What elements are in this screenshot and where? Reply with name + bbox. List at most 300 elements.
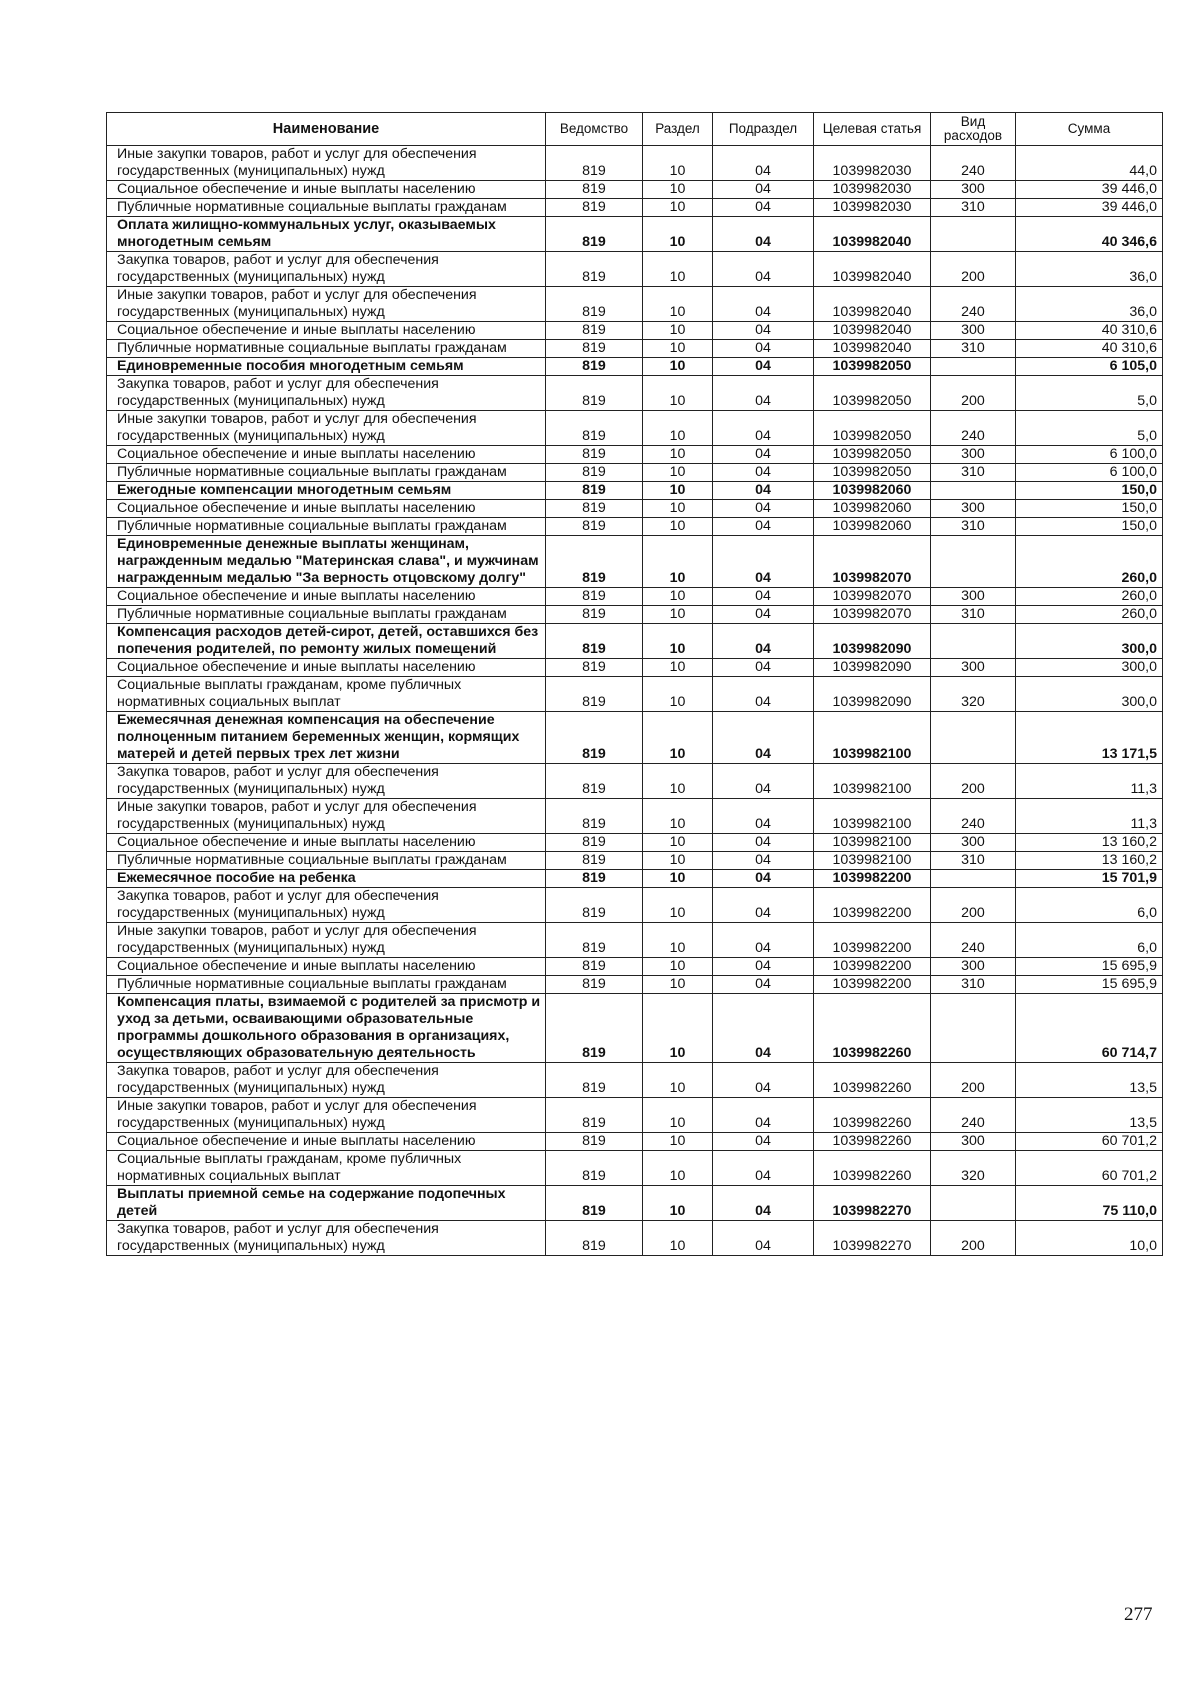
cell-vedomstvo: 819 bbox=[546, 923, 643, 958]
cell-razdel: 10 bbox=[643, 1063, 713, 1098]
cell-razdel: 10 bbox=[643, 1186, 713, 1221]
cell-name: Иные закупки товаров, работ и услуг для обеспечения государственных (муниципальных) нужд bbox=[107, 411, 546, 446]
cell-vid: 300 bbox=[931, 446, 1016, 464]
cell-podrazdel: 04 bbox=[713, 252, 814, 287]
cell-summa: 60 701,2 bbox=[1016, 1133, 1163, 1151]
cell-name: Социальное обеспечение и иные выплаты населению bbox=[107, 322, 546, 340]
cell-summa: 13,5 bbox=[1016, 1098, 1163, 1133]
cell-vedomstvo: 819 bbox=[546, 764, 643, 799]
cell-summa: 39 446,0 bbox=[1016, 181, 1163, 199]
cell-razdel: 10 bbox=[643, 252, 713, 287]
cell-vid: 200 bbox=[931, 764, 1016, 799]
header-razdel: Раздел bbox=[643, 113, 713, 146]
cell-razdel: 10 bbox=[643, 606, 713, 624]
cell-name: Социальные выплаты гражданам, кроме публичных нормативных социальных выплат bbox=[107, 677, 546, 712]
cell-vid: 310 bbox=[931, 518, 1016, 536]
cell-name: Закупка товаров, работ и услуг для обеспечения государственных (муниципальных) нужд bbox=[107, 376, 546, 411]
cell-vedomstvo: 819 bbox=[546, 606, 643, 624]
cell-vedomstvo: 819 bbox=[546, 1151, 643, 1186]
cell-razdel: 10 bbox=[643, 677, 713, 712]
cell-name: Социальное обеспечение и иные выплаты населению bbox=[107, 1133, 546, 1151]
cell-statya: 1039982040 bbox=[814, 252, 931, 287]
cell-name: Ежемесячная денежная компенсация на обеспечение полноценным питанием беременных женщин, кормящих матерей и детей первых трех лет жизни bbox=[107, 712, 546, 764]
cell-podrazdel: 04 bbox=[713, 712, 814, 764]
cell-vid bbox=[931, 712, 1016, 764]
table-row-section bbox=[107, 217, 1163, 252]
cell-vid: 310 bbox=[931, 976, 1016, 994]
cell-razdel: 10 bbox=[643, 146, 713, 181]
cell-vedomstvo: 819 bbox=[546, 888, 643, 923]
cell-summa: 40 346,6 bbox=[1016, 217, 1163, 252]
cell-vid bbox=[931, 870, 1016, 888]
table-row bbox=[107, 518, 1163, 536]
cell-podrazdel: 04 bbox=[713, 358, 814, 376]
cell-razdel: 10 bbox=[643, 536, 713, 588]
cell-vid: 300 bbox=[931, 958, 1016, 976]
cell-name: Иные закупки товаров, работ и услуг для обеспечения государственных (муниципальных) нужд bbox=[107, 1098, 546, 1133]
header-vid: Вид расходов bbox=[931, 113, 1016, 146]
cell-summa: 6,0 bbox=[1016, 923, 1163, 958]
table-row bbox=[107, 888, 1163, 923]
cell-name: Ежемесячное пособие на ребенка bbox=[107, 870, 546, 888]
cell-vedomstvo: 819 bbox=[546, 870, 643, 888]
page-number: 277 bbox=[1124, 1604, 1153, 1625]
cell-razdel: 10 bbox=[643, 217, 713, 252]
cell-vid: 240 bbox=[931, 1098, 1016, 1133]
cell-statya: 1039982060 bbox=[814, 518, 931, 536]
cell-statya: 1039982100 bbox=[814, 852, 931, 870]
cell-razdel: 10 bbox=[643, 994, 713, 1063]
cell-podrazdel: 04 bbox=[713, 181, 814, 199]
cell-vedomstvo: 819 bbox=[546, 1186, 643, 1221]
table-row bbox=[107, 606, 1163, 624]
cell-name: Публичные нормативные социальные выплаты гражданам bbox=[107, 976, 546, 994]
cell-statya: 1039982070 bbox=[814, 536, 931, 588]
cell-vedomstvo: 819 bbox=[546, 252, 643, 287]
table-row bbox=[107, 799, 1163, 834]
cell-vedomstvo: 819 bbox=[546, 482, 643, 500]
cell-razdel: 10 bbox=[643, 923, 713, 958]
table-header-row bbox=[107, 113, 1163, 146]
table-row bbox=[107, 287, 1163, 322]
cell-statya: 1039982030 bbox=[814, 146, 931, 181]
cell-summa: 75 110,0 bbox=[1016, 1186, 1163, 1221]
cell-podrazdel: 04 bbox=[713, 411, 814, 446]
cell-podrazdel: 04 bbox=[713, 923, 814, 958]
cell-name: Социальное обеспечение и иные выплаты населению bbox=[107, 834, 546, 852]
cell-name: Социальное обеспечение и иные выплаты населению bbox=[107, 181, 546, 199]
cell-summa: 300,0 bbox=[1016, 677, 1163, 712]
cell-name: Социальное обеспечение и иные выплаты населению bbox=[107, 588, 546, 606]
cell-podrazdel: 04 bbox=[713, 588, 814, 606]
cell-name: Социальное обеспечение и иные выплаты населению bbox=[107, 958, 546, 976]
cell-name: Социальное обеспечение и иные выплаты населению bbox=[107, 659, 546, 677]
cell-podrazdel: 04 bbox=[713, 1098, 814, 1133]
cell-summa: 13,5 bbox=[1016, 1063, 1163, 1098]
cell-summa: 5,0 bbox=[1016, 376, 1163, 411]
cell-podrazdel: 04 bbox=[713, 677, 814, 712]
header-name: Наименование bbox=[107, 113, 546, 146]
cell-podrazdel: 04 bbox=[713, 146, 814, 181]
cell-summa: 11,3 bbox=[1016, 764, 1163, 799]
cell-statya: 1039982200 bbox=[814, 923, 931, 958]
cell-summa: 300,0 bbox=[1016, 659, 1163, 677]
cell-podrazdel: 04 bbox=[713, 870, 814, 888]
cell-summa: 260,0 bbox=[1016, 536, 1163, 588]
cell-vedomstvo: 819 bbox=[546, 659, 643, 677]
cell-vedomstvo: 819 bbox=[546, 976, 643, 994]
cell-statya: 1039982030 bbox=[814, 181, 931, 199]
cell-vid: 300 bbox=[931, 588, 1016, 606]
cell-statya: 1039982200 bbox=[814, 888, 931, 923]
table-body bbox=[107, 146, 1163, 1256]
table-row bbox=[107, 446, 1163, 464]
table-row bbox=[107, 252, 1163, 287]
cell-vedomstvo: 819 bbox=[546, 464, 643, 482]
cell-summa: 6 105,0 bbox=[1016, 358, 1163, 376]
cell-statya: 1039982050 bbox=[814, 464, 931, 482]
cell-vedomstvo: 819 bbox=[546, 1221, 643, 1256]
cell-summa: 11,3 bbox=[1016, 799, 1163, 834]
cell-statya: 1039982060 bbox=[814, 482, 931, 500]
cell-razdel: 10 bbox=[643, 199, 713, 217]
cell-vedomstvo: 819 bbox=[546, 500, 643, 518]
cell-vedomstvo: 819 bbox=[546, 799, 643, 834]
cell-razdel: 10 bbox=[643, 411, 713, 446]
cell-podrazdel: 04 bbox=[713, 1186, 814, 1221]
cell-statya: 1039982050 bbox=[814, 376, 931, 411]
cell-name: Публичные нормативные социальные выплаты гражданам bbox=[107, 340, 546, 358]
table-row bbox=[107, 588, 1163, 606]
cell-summa: 15 701,9 bbox=[1016, 870, 1163, 888]
cell-summa: 60 701,2 bbox=[1016, 1151, 1163, 1186]
cell-vid bbox=[931, 1186, 1016, 1221]
cell-podrazdel: 04 bbox=[713, 958, 814, 976]
cell-vid: 240 bbox=[931, 411, 1016, 446]
cell-summa: 150,0 bbox=[1016, 518, 1163, 536]
cell-vid: 200 bbox=[931, 1221, 1016, 1256]
cell-vedomstvo: 819 bbox=[546, 1063, 643, 1098]
cell-summa: 60 714,7 bbox=[1016, 994, 1163, 1063]
cell-podrazdel: 04 bbox=[713, 1133, 814, 1151]
cell-statya: 1039982260 bbox=[814, 1098, 931, 1133]
cell-vedomstvo: 819 bbox=[546, 181, 643, 199]
table-row bbox=[107, 181, 1163, 199]
cell-vid bbox=[931, 482, 1016, 500]
cell-podrazdel: 04 bbox=[713, 799, 814, 834]
cell-vedomstvo: 819 bbox=[546, 1133, 643, 1151]
cell-statya: 1039982050 bbox=[814, 446, 931, 464]
cell-podrazdel: 04 bbox=[713, 464, 814, 482]
cell-summa: 10,0 bbox=[1016, 1221, 1163, 1256]
cell-vedomstvo: 819 bbox=[546, 146, 643, 181]
cell-vedomstvo: 819 bbox=[546, 834, 643, 852]
cell-razdel: 10 bbox=[643, 376, 713, 411]
cell-summa: 300,0 bbox=[1016, 624, 1163, 659]
table-row bbox=[107, 976, 1163, 994]
cell-summa: 44,0 bbox=[1016, 146, 1163, 181]
cell-name: Оплата жилищно-коммунальных услуг, оказываемых многодетным семьям bbox=[107, 217, 546, 252]
table-row-section bbox=[107, 482, 1163, 500]
cell-razdel: 10 bbox=[643, 358, 713, 376]
cell-podrazdel: 04 bbox=[713, 518, 814, 536]
table-row-section bbox=[107, 536, 1163, 588]
cell-statya: 1039982260 bbox=[814, 994, 931, 1063]
cell-statya: 1039982040 bbox=[814, 287, 931, 322]
cell-summa: 260,0 bbox=[1016, 606, 1163, 624]
cell-razdel: 10 bbox=[643, 764, 713, 799]
cell-statya: 1039982200 bbox=[814, 870, 931, 888]
table-row bbox=[107, 322, 1163, 340]
cell-name: Закупка товаров, работ и услуг для обеспечения государственных (муниципальных) нужд bbox=[107, 888, 546, 923]
cell-name: Публичные нормативные социальные выплаты гражданам bbox=[107, 199, 546, 217]
header-vedomstvo: Ведомство bbox=[546, 113, 643, 146]
cell-statya: 1039982090 bbox=[814, 677, 931, 712]
cell-vedomstvo: 819 bbox=[546, 1098, 643, 1133]
cell-vedomstvo: 819 bbox=[546, 199, 643, 217]
cell-vid: 240 bbox=[931, 799, 1016, 834]
cell-vedomstvo: 819 bbox=[546, 712, 643, 764]
cell-name: Иные закупки товаров, работ и услуг для обеспечения государственных (муниципальных) нужд bbox=[107, 146, 546, 181]
cell-summa: 150,0 bbox=[1016, 482, 1163, 500]
cell-vid: 310 bbox=[931, 852, 1016, 870]
cell-statya: 1039982100 bbox=[814, 764, 931, 799]
cell-summa: 40 310,6 bbox=[1016, 340, 1163, 358]
cell-statya: 1039982100 bbox=[814, 712, 931, 764]
cell-razdel: 10 bbox=[643, 446, 713, 464]
table-row bbox=[107, 199, 1163, 217]
cell-razdel: 10 bbox=[643, 322, 713, 340]
cell-vid: 200 bbox=[931, 376, 1016, 411]
table-row bbox=[107, 659, 1163, 677]
cell-name: Социальное обеспечение и иные выплаты населению bbox=[107, 446, 546, 464]
table-row bbox=[107, 146, 1163, 181]
cell-name: Иные закупки товаров, работ и услуг для обеспечения государственных (муниципальных) нужд bbox=[107, 923, 546, 958]
cell-name: Выплаты приемной семье на содержание подопечных детей bbox=[107, 1186, 546, 1221]
cell-statya: 1039982200 bbox=[814, 958, 931, 976]
table-row bbox=[107, 923, 1163, 958]
cell-name: Закупка товаров, работ и услуг для обеспечения государственных (муниципальных) нужд bbox=[107, 1063, 546, 1098]
cell-vid: 300 bbox=[931, 834, 1016, 852]
cell-vedomstvo: 819 bbox=[546, 677, 643, 712]
cell-podrazdel: 04 bbox=[713, 322, 814, 340]
table-row bbox=[107, 1151, 1163, 1186]
cell-summa: 6 100,0 bbox=[1016, 464, 1163, 482]
cell-name: Компенсация платы, взимаемой с родителей за присмотр и уход за детьми, осваивающими образовательные программы дошкольного образования в организациях, осуществляющих образовательную деятельность bbox=[107, 994, 546, 1063]
cell-podrazdel: 04 bbox=[713, 376, 814, 411]
cell-summa: 36,0 bbox=[1016, 287, 1163, 322]
table-row bbox=[107, 1221, 1163, 1256]
cell-name: Публичные нормативные социальные выплаты гражданам bbox=[107, 464, 546, 482]
cell-vedomstvo: 819 bbox=[546, 376, 643, 411]
cell-summa: 150,0 bbox=[1016, 500, 1163, 518]
cell-vid: 200 bbox=[931, 1063, 1016, 1098]
cell-vid: 300 bbox=[931, 181, 1016, 199]
cell-vid: 300 bbox=[931, 500, 1016, 518]
cell-podrazdel: 04 bbox=[713, 199, 814, 217]
cell-vedomstvo: 819 bbox=[546, 322, 643, 340]
table-row bbox=[107, 500, 1163, 518]
cell-vid bbox=[931, 358, 1016, 376]
cell-razdel: 10 bbox=[643, 834, 713, 852]
cell-statya: 1039982090 bbox=[814, 659, 931, 677]
cell-vid: 310 bbox=[931, 606, 1016, 624]
cell-vid bbox=[931, 536, 1016, 588]
cell-vedomstvo: 819 bbox=[546, 358, 643, 376]
cell-summa: 40 310,6 bbox=[1016, 322, 1163, 340]
cell-vid bbox=[931, 624, 1016, 659]
cell-podrazdel: 04 bbox=[713, 217, 814, 252]
cell-podrazdel: 04 bbox=[713, 976, 814, 994]
cell-vid: 200 bbox=[931, 888, 1016, 923]
cell-vedomstvo: 819 bbox=[546, 536, 643, 588]
cell-vid bbox=[931, 217, 1016, 252]
cell-vedomstvo: 819 bbox=[546, 624, 643, 659]
cell-razdel: 10 bbox=[643, 976, 713, 994]
cell-vedomstvo: 819 bbox=[546, 287, 643, 322]
cell-razdel: 10 bbox=[643, 518, 713, 536]
cell-vid: 320 bbox=[931, 677, 1016, 712]
table-row bbox=[107, 1098, 1163, 1133]
cell-statya: 1039982040 bbox=[814, 217, 931, 252]
cell-razdel: 10 bbox=[643, 958, 713, 976]
header-podrazdel: Подраздел bbox=[713, 113, 814, 146]
cell-name: Социальные выплаты гражданам, кроме публичных нормативных социальных выплат bbox=[107, 1151, 546, 1186]
table-row-section bbox=[107, 870, 1163, 888]
cell-name: Социальное обеспечение и иные выплаты населению bbox=[107, 500, 546, 518]
cell-summa: 5,0 bbox=[1016, 411, 1163, 446]
cell-name: Иные закупки товаров, работ и услуг для обеспечения государственных (муниципальных) нужд bbox=[107, 799, 546, 834]
cell-statya: 1039982050 bbox=[814, 358, 931, 376]
budget-table bbox=[106, 112, 1163, 1256]
cell-statya: 1039982260 bbox=[814, 1133, 931, 1151]
table-row bbox=[107, 764, 1163, 799]
cell-name: Закупка товаров, работ и услуг для обеспечения государственных (муниципальных) нужд bbox=[107, 1221, 546, 1256]
cell-summa: 260,0 bbox=[1016, 588, 1163, 606]
cell-statya: 1039982270 bbox=[814, 1186, 931, 1221]
cell-vedomstvo: 819 bbox=[546, 588, 643, 606]
cell-podrazdel: 04 bbox=[713, 659, 814, 677]
cell-vid: 310 bbox=[931, 340, 1016, 358]
table-row-section bbox=[107, 624, 1163, 659]
table-row bbox=[107, 677, 1163, 712]
cell-vedomstvo: 819 bbox=[546, 446, 643, 464]
cell-vid: 300 bbox=[931, 322, 1016, 340]
cell-summa: 13 160,2 bbox=[1016, 852, 1163, 870]
cell-vedomstvo: 819 bbox=[546, 411, 643, 446]
header-statya: Целевая статья bbox=[814, 113, 931, 146]
cell-summa: 13 160,2 bbox=[1016, 834, 1163, 852]
cell-podrazdel: 04 bbox=[713, 287, 814, 322]
cell-razdel: 10 bbox=[643, 888, 713, 923]
cell-razdel: 10 bbox=[643, 1133, 713, 1151]
cell-statya: 1039982260 bbox=[814, 1063, 931, 1098]
cell-razdel: 10 bbox=[643, 712, 713, 764]
cell-vid: 240 bbox=[931, 923, 1016, 958]
cell-summa: 39 446,0 bbox=[1016, 199, 1163, 217]
cell-podrazdel: 04 bbox=[713, 994, 814, 1063]
cell-podrazdel: 04 bbox=[713, 834, 814, 852]
cell-summa: 6,0 bbox=[1016, 888, 1163, 923]
cell-summa: 13 171,5 bbox=[1016, 712, 1163, 764]
cell-podrazdel: 04 bbox=[713, 536, 814, 588]
cell-podrazdel: 04 bbox=[713, 624, 814, 659]
table-row-section bbox=[107, 1186, 1163, 1221]
cell-name: Иные закупки товаров, работ и услуг для обеспечения государственных (муниципальных) нужд bbox=[107, 287, 546, 322]
cell-razdel: 10 bbox=[643, 500, 713, 518]
cell-statya: 1039982050 bbox=[814, 411, 931, 446]
cell-statya: 1039982040 bbox=[814, 340, 931, 358]
cell-name: Единовременные денежные выплаты женщинам, награжденным медалью "Материнская слава", и мужчинам награжденным медалью "За верность отцовскому долгу" bbox=[107, 536, 546, 588]
cell-vid: 310 bbox=[931, 464, 1016, 482]
cell-statya: 1039982200 bbox=[814, 976, 931, 994]
cell-razdel: 10 bbox=[643, 852, 713, 870]
cell-razdel: 10 bbox=[643, 1098, 713, 1133]
cell-statya: 1039982260 bbox=[814, 1151, 931, 1186]
cell-vid: 310 bbox=[931, 199, 1016, 217]
cell-vid: 300 bbox=[931, 1133, 1016, 1151]
cell-name: Единовременные пособия многодетным семьям bbox=[107, 358, 546, 376]
cell-statya: 1039982030 bbox=[814, 199, 931, 217]
cell-razdel: 10 bbox=[643, 659, 713, 677]
cell-vid: 240 bbox=[931, 146, 1016, 181]
cell-razdel: 10 bbox=[643, 340, 713, 358]
cell-statya: 1039982270 bbox=[814, 1221, 931, 1256]
cell-statya: 1039982070 bbox=[814, 588, 931, 606]
cell-statya: 1039982090 bbox=[814, 624, 931, 659]
cell-name: Публичные нормативные социальные выплаты гражданам bbox=[107, 606, 546, 624]
cell-summa: 6 100,0 bbox=[1016, 446, 1163, 464]
cell-razdel: 10 bbox=[643, 482, 713, 500]
table-row-section bbox=[107, 358, 1163, 376]
table-row bbox=[107, 340, 1163, 358]
cell-name: Закупка товаров, работ и услуг для обеспечения государственных (муниципальных) нужд bbox=[107, 252, 546, 287]
cell-razdel: 10 bbox=[643, 1151, 713, 1186]
table-row-section bbox=[107, 994, 1163, 1063]
cell-razdel: 10 bbox=[643, 1221, 713, 1256]
cell-vid: 200 bbox=[931, 252, 1016, 287]
cell-podrazdel: 04 bbox=[713, 1221, 814, 1256]
cell-statya: 1039982040 bbox=[814, 322, 931, 340]
table-row bbox=[107, 1133, 1163, 1151]
cell-razdel: 10 bbox=[643, 464, 713, 482]
cell-razdel: 10 bbox=[643, 588, 713, 606]
cell-podrazdel: 04 bbox=[713, 446, 814, 464]
cell-razdel: 10 bbox=[643, 181, 713, 199]
table-row bbox=[107, 852, 1163, 870]
cell-vid bbox=[931, 994, 1016, 1063]
cell-vid: 240 bbox=[931, 287, 1016, 322]
cell-podrazdel: 04 bbox=[713, 852, 814, 870]
table-row-section bbox=[107, 712, 1163, 764]
cell-podrazdel: 04 bbox=[713, 1151, 814, 1186]
table-row bbox=[107, 958, 1163, 976]
cell-vedomstvo: 819 bbox=[546, 217, 643, 252]
cell-name: Ежегодные компенсации многодетным семьям bbox=[107, 482, 546, 500]
cell-name: Публичные нормативные социальные выплаты гражданам bbox=[107, 518, 546, 536]
cell-statya: 1039982060 bbox=[814, 500, 931, 518]
cell-podrazdel: 04 bbox=[713, 764, 814, 799]
cell-razdel: 10 bbox=[643, 799, 713, 834]
cell-podrazdel: 04 bbox=[713, 888, 814, 923]
cell-podrazdel: 04 bbox=[713, 500, 814, 518]
cell-vedomstvo: 819 bbox=[546, 994, 643, 1063]
cell-razdel: 10 bbox=[643, 870, 713, 888]
cell-statya: 1039982100 bbox=[814, 799, 931, 834]
cell-summa: 15 695,9 bbox=[1016, 976, 1163, 994]
cell-summa: 15 695,9 bbox=[1016, 958, 1163, 976]
cell-name: Публичные нормативные социальные выплаты гражданам bbox=[107, 852, 546, 870]
